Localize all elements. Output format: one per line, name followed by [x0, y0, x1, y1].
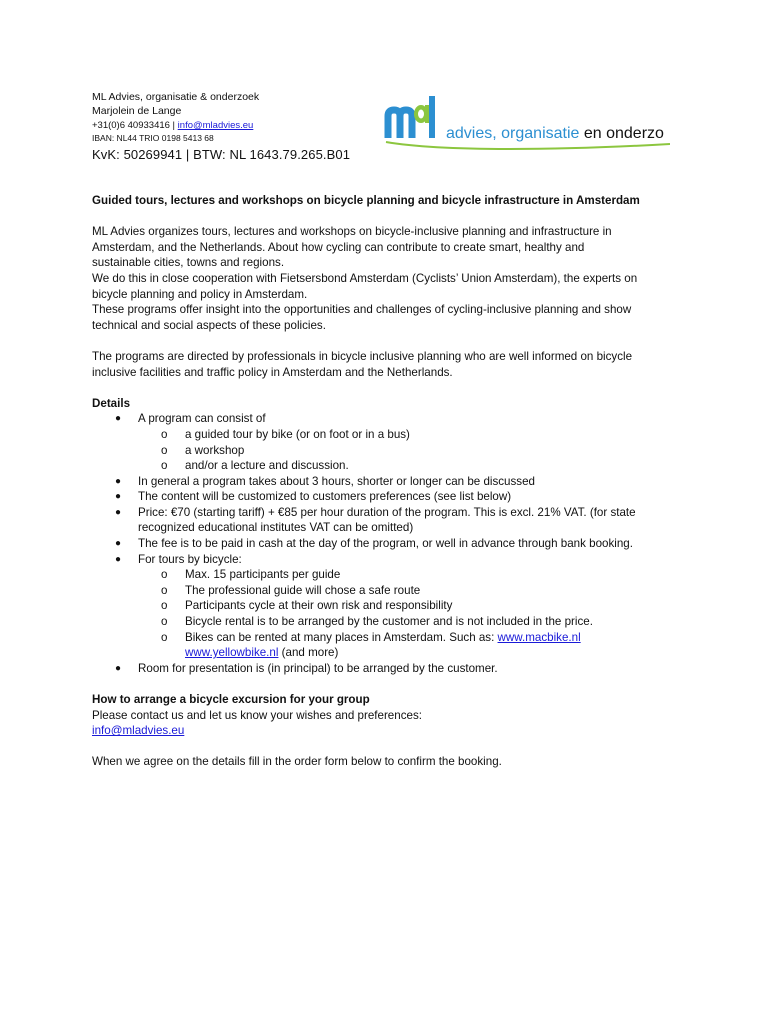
intro-line: technical and social aspects of these policies. — [92, 318, 326, 332]
contact-line — [92, 119, 350, 132]
sub-list-item-text: and/or a lecture and discussion. — [185, 459, 349, 473]
list-item — [92, 536, 692, 552]
company-logo — [384, 92, 670, 150]
contact-email-link[interactable]: info@mladvies.eu — [92, 724, 185, 738]
list-item-text: Room for presentation is (in principal) to be arranged by the customer. — [138, 661, 498, 675]
directed-line: The programs are directed by professionals in bicycle inclusive planning who are well informed on bicycle — [92, 349, 633, 363]
directed-paragraph — [92, 349, 692, 380]
sub-list-item-text: a guided tour by bike (or on foot or in a bus) — [185, 427, 410, 441]
sub-bullet-icon: o — [161, 599, 168, 613]
sub-list-item — [138, 598, 692, 614]
bullet-icon: ● — [115, 413, 122, 425]
list-item-text: recognized educational institutes VAT can be omitted) — [138, 521, 414, 535]
sub-bullet-icon: o — [161, 630, 168, 644]
sub-bullet-icon: o — [161, 459, 168, 473]
arrange-line: Please contact us and let us know your wishes and preferences: — [92, 708, 422, 722]
sub-list-item-text: Participants cycle at their own risk and responsibility — [185, 599, 453, 613]
org-name: ML Advies, organisatie & onderzoek — [92, 91, 260, 103]
document-title: Guided tours, lectures and workshops on bicycle planning and bicycle infrastructure in Amsterdam — [92, 194, 640, 207]
closing-line: When we agree on the details fill in the order form below to confirm the booking. — [92, 755, 502, 769]
intro-paragraph — [92, 224, 692, 333]
bullet-icon: ● — [115, 538, 122, 550]
sub-list-item-text: a workshop — [185, 443, 245, 457]
directed-line: inclusive facilities and traffic policy in Amsterdam and the Netherlands. — [92, 365, 453, 379]
kvk-btw: KvK: 50269941 | BTW: NL 1643.79.265.B01 — [92, 147, 351, 162]
arrange-heading: How to arrange a bicycle excursion for your group — [92, 693, 370, 706]
bullet-icon: ● — [115, 475, 122, 487]
list-item — [92, 411, 692, 473]
letterhead — [92, 90, 350, 164]
intro-line: ML Advies organizes tours, lectures and workshops on bicycle-inclusive planning and infrastructure in — [92, 225, 612, 239]
sub-list — [138, 567, 692, 661]
sub-list-item — [138, 443, 692, 459]
bullet-icon: ● — [115, 491, 122, 503]
list-item-text: The fee is to be paid in cash at the day of the program, or well in advance through bank booking. — [138, 537, 633, 551]
sub-list-item-text: Bicycle rental is to be arranged by the customer and is not included in the price. — [185, 615, 593, 629]
phone-number: +31(0)6 40933416 | — [92, 120, 178, 131]
sub-list-item — [138, 567, 692, 583]
sub-bullet-icon: o — [161, 427, 168, 441]
list-item — [92, 552, 692, 661]
details-list — [92, 411, 692, 676]
sub-list-item-text: The professional guide will chose a safe route — [185, 583, 421, 597]
list-item — [92, 489, 692, 505]
sub-list — [138, 427, 692, 474]
bullet-icon: ● — [115, 662, 122, 674]
document-body — [92, 193, 692, 770]
list-item-text: The content will be customized to customers preferences (see list below) — [138, 490, 512, 504]
intro-line: sustainable cities, towns and regions. — [92, 256, 285, 270]
contact-name: Marjolein de Lange — [92, 105, 182, 117]
sub-list-item — [138, 583, 692, 599]
sub-list-item — [138, 614, 692, 630]
list-item-text: In general a program takes about 3 hours, shorter or longer can be discussed — [138, 474, 535, 488]
list-item — [92, 505, 692, 536]
sub-bullet-icon: o — [161, 615, 168, 629]
list-item-text: A program can consist of — [138, 412, 266, 426]
sub-list-item-text: Max. 15 participants per guide — [185, 568, 341, 582]
iban: IBAN: NL44 TRIO 0198 5413 68 — [92, 133, 214, 143]
sub-list-item — [138, 630, 692, 661]
macbike-link[interactable]: www.macbike.nl — [497, 630, 581, 644]
list-item-text: For tours by bicycle: — [138, 552, 242, 566]
header-email-link[interactable]: info@mladvies.eu — [177, 120, 254, 131]
list-item — [92, 474, 692, 490]
sub-bullet-icon: o — [161, 568, 168, 582]
sub-list-item — [138, 458, 692, 474]
details-heading: Details — [92, 396, 131, 410]
arrange-email-line — [92, 723, 692, 739]
intro-line: Amsterdam, and the Netherlands. About how cycling can contribute to create smart, healthy and — [92, 240, 585, 254]
bullet-icon: ● — [115, 506, 122, 518]
sub-bullet-icon: o — [161, 443, 168, 457]
intro-line: bicycle planning and policy in Amsterdam. — [92, 287, 308, 301]
list-item — [92, 661, 692, 677]
list-item-text: Price: €70 (starting tariff) + €85 per hour duration of the program. This is excl. 21% VAT. (for state — [138, 505, 636, 519]
bullet-icon: ● — [115, 553, 122, 565]
sub-list-item-text: Bikes can be rented at many places in Amsterdam. Such as: — [185, 630, 498, 644]
sub-list-item-text: (and more) — [278, 646, 339, 660]
intro-line: We do this in close cooperation with Fietsersbond Amsterdam (Cyclists’ Union Amsterdam), the experts on — [92, 271, 638, 285]
sub-list-item — [138, 427, 692, 443]
yellowbike-link[interactable]: www.yellowbike.nl — [185, 646, 279, 660]
sub-bullet-icon: o — [161, 583, 168, 597]
intro-line: These programs offer insight into the opportunities and challenges of cycling-inclusive planning and show — [92, 303, 632, 317]
logo-wordmark: advies, organisatie en onderzo — [446, 125, 664, 142]
